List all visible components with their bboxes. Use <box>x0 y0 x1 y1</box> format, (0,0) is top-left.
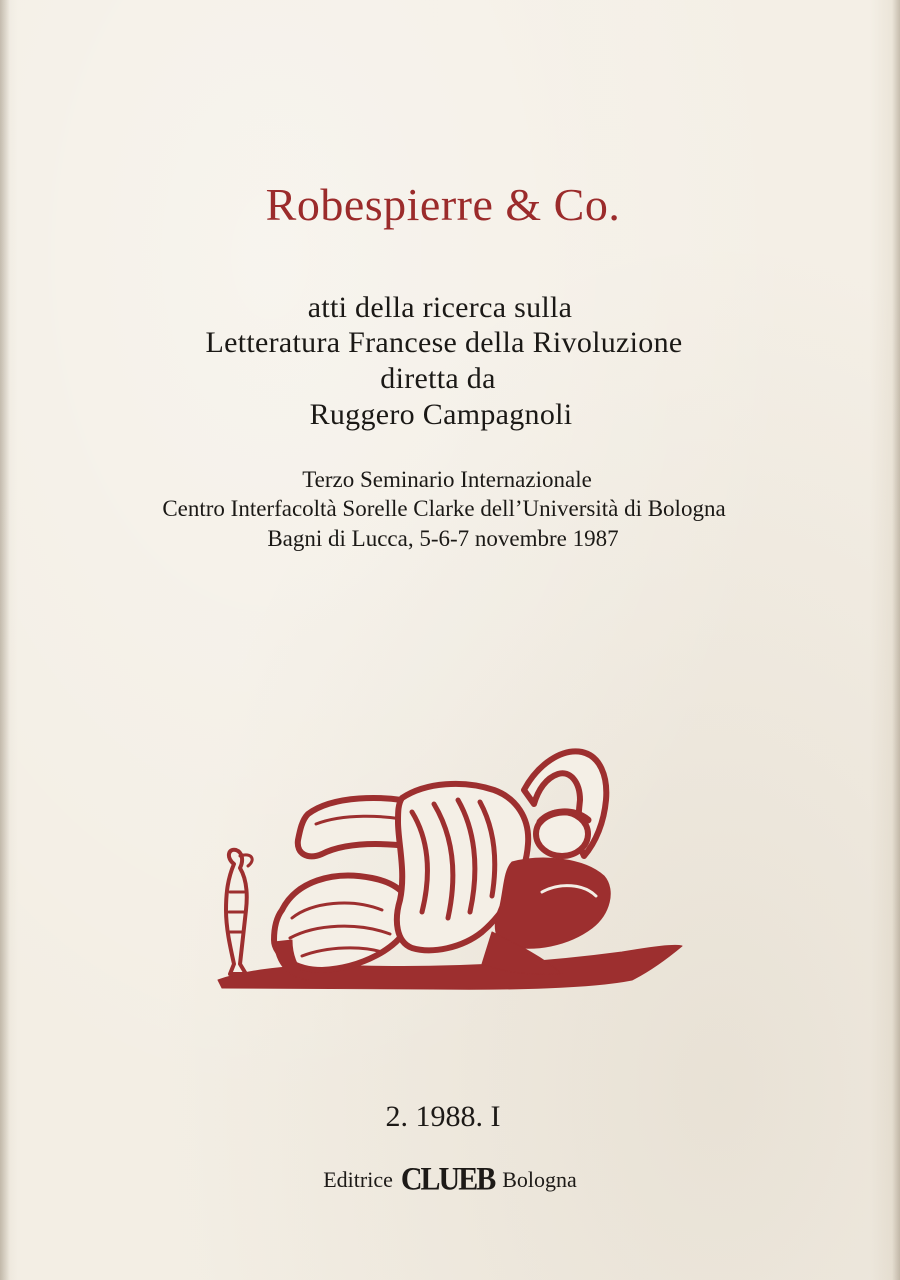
subtitle-line-3: diretta da <box>380 362 496 395</box>
publisher-logo: CLUEB <box>400 1161 495 1198</box>
publisher-line <box>0 1163 900 1197</box>
amphora-icon <box>226 850 252 974</box>
edge-shadow <box>892 0 900 1280</box>
seminar-institution: Centro Interfacoltà Sorelle Clarke dell’Università di Bologna <box>162 496 726 521</box>
publisher-city: Bologna <box>502 1167 577 1192</box>
subtitle-line-2: Letteratura Francese della Rivoluzione <box>205 326 683 359</box>
subtitle-line-1: atti della ricerca sulla <box>307 291 573 324</box>
volume-number: 2. 1988. I <box>385 1100 501 1133</box>
reclining-figure-illustration <box>212 742 692 998</box>
cover-title: Robespierre & Co. <box>265 179 621 230</box>
seminar-title: Terzo Seminario Internazionale <box>302 467 592 492</box>
publisher-prefix: Editrice <box>323 1167 393 1192</box>
seminar-place-date: Bagni di Lucca, 5-6-7 novembre 1987 <box>267 526 619 551</box>
editor-name: Ruggero Campagnoli <box>309 398 573 431</box>
